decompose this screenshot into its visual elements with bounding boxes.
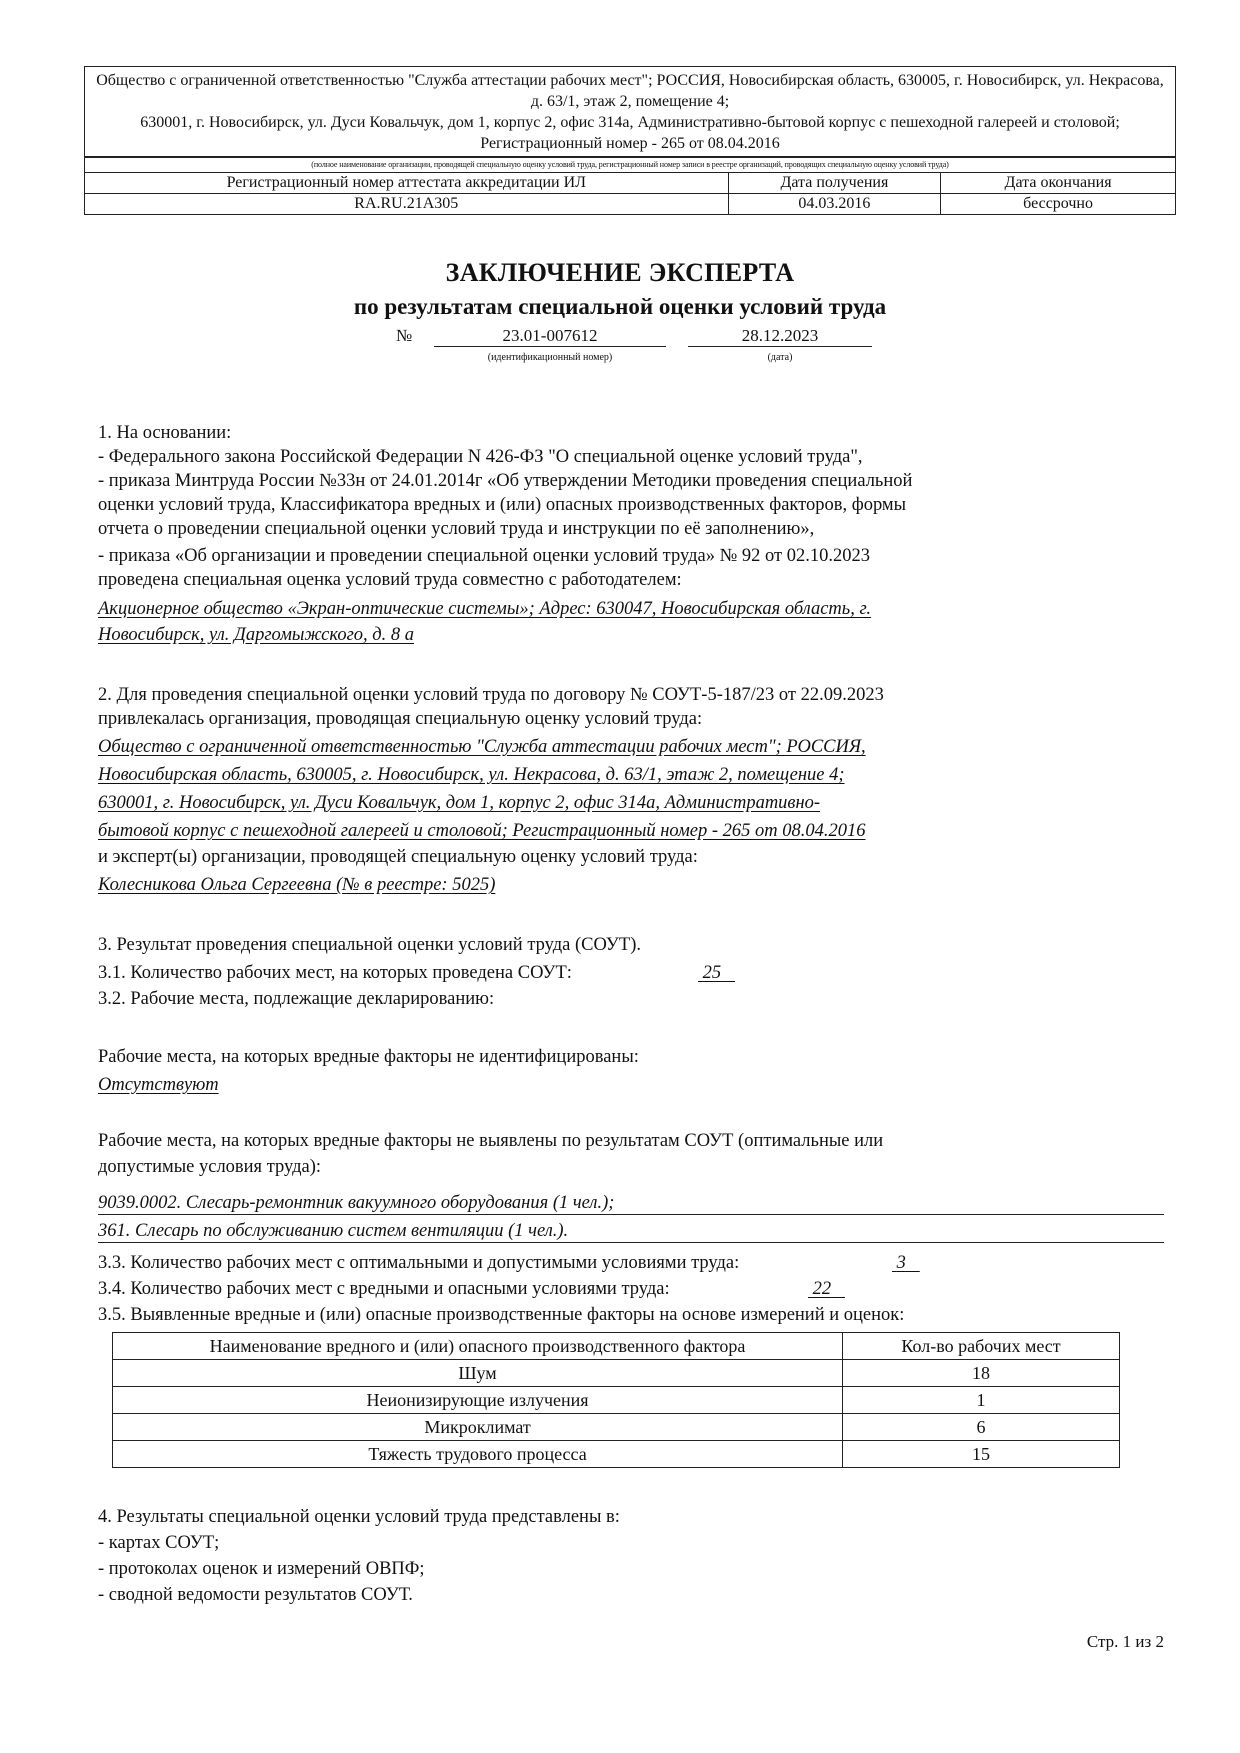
organization-address-line2: 630001, г. Новосибирск, ул. Дуси Ковальчук, дом 1, корпус 2, офис 314а, Административно-бытовой корпус с пешеходной галереей и столовой; Регистрационный номер - 265 от 08.04.2016 — [140, 114, 1120, 152]
section2-heading: 2. Для проведения специальной оценки условий труда по договору № СОУТ-5-187/23 от 22.09.2023 — [98, 685, 884, 705]
end-date-value: бессрочно — [941, 194, 1175, 215]
section4-item: - сводной ведомости результатов СОУТ. — [98, 1585, 413, 1605]
expert-name: Колесникова Ольга Сергеевна (№ в реестре: 5025) — [98, 875, 496, 895]
conclusion-date: 28.12.2023 — [688, 326, 872, 347]
not-identified-value: Отсутствуют — [98, 1075, 219, 1095]
section1-line: проведена специальная оценка условий труда совместно с работодателем: — [98, 570, 682, 590]
table-row — [113, 1414, 1120, 1441]
end-date-header: Дата окончания — [941, 173, 1175, 194]
item-3-3-value: 3 — [896, 1253, 906, 1273]
organization-name — [85, 67, 1175, 156]
item-3-5-label: 3.5. Выявленные вредные и (или) опасные производственные факторы на основе измерений и оценок: — [98, 1305, 905, 1325]
hazard-factors-table — [112, 1332, 1120, 1468]
item-3-1-label: 3.1. Количество рабочих мест, на которых проведена СОУТ: — [98, 963, 572, 983]
table-row — [113, 1441, 1120, 1468]
organization-address-line1: Общество с ограниченной ответственностью "Служба аттестации рабочих мест"; РОССИЯ, Новосибирская область, 630005, г. Новосибирск, ул. Некрасова, д. 63/1, этаж 2, помещение 4; — [96, 72, 1164, 110]
item-3-4-label: 3.4. Количество рабочих мест с вредными и опасными условиями труда: — [98, 1279, 670, 1299]
workplace-underline — [98, 1242, 1164, 1243]
organization-caption: (полное наименование организации, проводящей специальную оценку условий труда, регистрационный номер записи в реестре организаций, проводящих специальную оценку условий труда) — [85, 156, 1175, 172]
item-3-3-label: 3.3. Количество рабочих мест с оптимальными и допустимыми условиями труда: — [98, 1253, 740, 1273]
assessor-org-line1: Общество с ограниченной ответственностью "Служба аттестации рабочих мест"; РОССИЯ, — [98, 737, 866, 757]
section1-line: - приказа Минтруда России №33н от 24.01.2014г «Об утверждении Методики проведения специальной — [98, 471, 913, 491]
section4-item: - картах СОУТ; — [98, 1533, 220, 1553]
not-found-label: допустимые условия труда): — [98, 1157, 322, 1177]
identification-number: 23.01-007612 — [434, 326, 666, 347]
item-3-2-label: 3.2. Рабочие места, подлежащие декларированию: — [98, 989, 495, 1009]
workplace-item: 361. Слесарь по обслуживанию систем вентиляции (1 чел.). — [98, 1221, 569, 1241]
section1-line: отчета о проведении специальной оценки условий труда и инструкции по её заполнению», — [98, 519, 815, 539]
factor-count: 18 — [843, 1360, 1120, 1387]
workplace-item: 9039.0002. Слесарь-ремонтник вакуумного оборудования (1 чел.); — [98, 1193, 615, 1213]
assessor-org-line2: Новосибирская область, 630005, г. Новосибирск, ул. Некрасова, д. 63/1, этаж 2, помещение 4; — [98, 765, 845, 785]
reg-number-value: RA.RU.21A305 — [85, 194, 728, 215]
factor-name: Шум — [113, 1360, 843, 1387]
date-caption: (дата) — [767, 352, 793, 363]
received-date-value: 04.03.2016 — [728, 194, 941, 215]
item-3-1-value: 25 — [702, 963, 722, 983]
factor-name: Неионизирующие излучения — [113, 1387, 843, 1414]
reg-number-header: Регистрационный номер аттестата аккредитации ИЛ — [85, 173, 728, 194]
section4-heading: 4. Результаты специальной оценки условий труда представлены в: — [98, 1507, 620, 1527]
factor-name: Тяжесть трудового процесса — [113, 1441, 843, 1468]
section1-heading: 1. На основании: — [98, 423, 232, 443]
count-column-header: Кол-во рабочих мест — [843, 1333, 1120, 1360]
factor-name: Микроклимат — [113, 1414, 843, 1441]
section2-line: привлекалась организация, проводящая специальную оценку условий труда: — [98, 709, 703, 729]
factor-count: 1 — [843, 1387, 1120, 1414]
not-found-label: Рабочие места, на которых вредные факторы не выявлены по результатам СОУТ (оптимальные или — [98, 1131, 884, 1151]
table-row — [113, 1360, 1120, 1387]
document-subtitle: по результатам специальной оценки условий труда — [353, 294, 887, 319]
section1-line: - Федерального закона Российской Федерации N 426-ФЗ "О специальной оценке условий труда", — [98, 447, 863, 467]
document-title: ЗАКЛЮЧЕНИЕ ЭКСПЕРТА — [445, 258, 795, 287]
employer-line1: Акционерное общество «Экран-оптические системы»; Адрес: 630047, Новосибирская область, г. — [98, 599, 872, 619]
not-identified-label: Рабочие места, на которых вредные факторы не идентифицированы: — [98, 1047, 639, 1067]
item-3-4-value: 22 — [812, 1279, 832, 1299]
employer-line2: Новосибирск, ул. Даргомыжского, д. 8 а — [98, 625, 415, 645]
section1-line: оценки условий труда, Классификатора вредных и (или) опасных производственных факторов, формы — [98, 495, 907, 515]
workplace-underline — [98, 1214, 1164, 1215]
section1-line: - приказа «Об организации и проведении специальной оценки условий труда» № 92 от 02.10.2023 — [98, 546, 870, 566]
section3-heading: 3. Результат проведения специальной оценки условий труда (СОУТ). — [98, 935, 641, 955]
factor-count: 15 — [843, 1441, 1120, 1468]
table-row — [113, 1387, 1120, 1414]
received-date-header: Дата получения — [728, 173, 941, 194]
number-sign: № — [396, 326, 413, 345]
assessor-org-line4: бытовой корпус с пешеходной галереей и столовой; Регистрационный номер - 265 от 08.04.2016 — [98, 821, 866, 841]
section2-line: и эксперт(ы) организации, проводящей специальную оценку условий труда: — [98, 847, 698, 867]
accreditation-table — [85, 172, 1175, 214]
page-number: Стр. 1 из 2 — [1086, 1632, 1164, 1651]
organization-header — [84, 66, 1176, 215]
factor-count: 6 — [843, 1414, 1120, 1441]
identification-number-caption: (идентификационный номер) — [487, 352, 613, 363]
section4-item: - протоколах оценок и измерений ОВПФ; — [98, 1559, 425, 1579]
factor-column-header: Наименование вредного и (или) опасного производственного фактора — [113, 1333, 843, 1360]
assessor-org-line3: 630001, г. Новосибирск, ул. Дуси Ковальчук, дом 1, корпус 2, офис 314а, Административно- — [98, 793, 821, 813]
